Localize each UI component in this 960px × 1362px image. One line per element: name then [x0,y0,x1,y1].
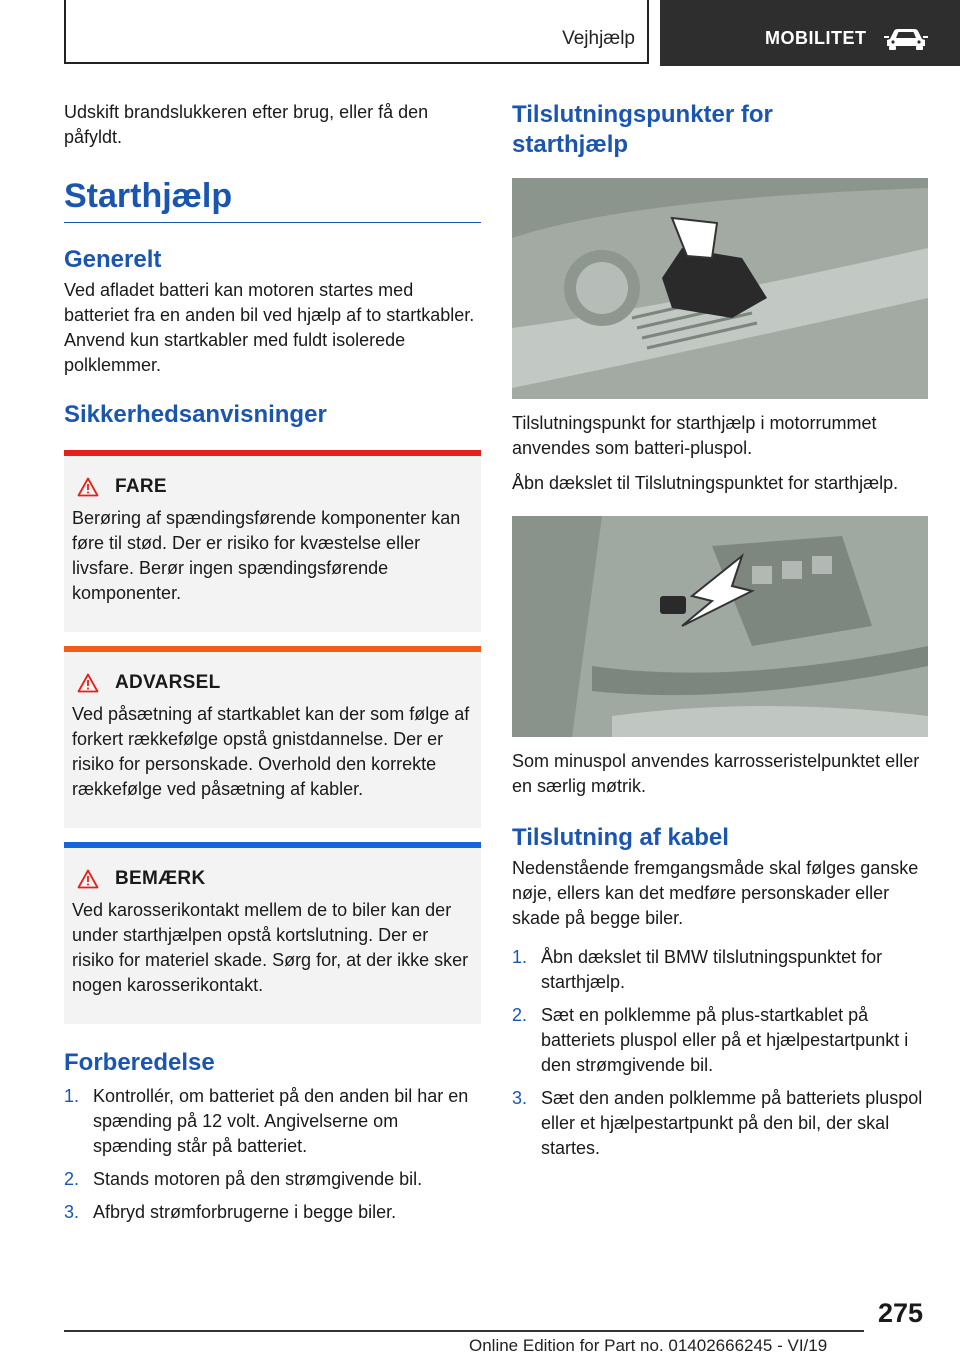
header-section-box [64,0,649,64]
engine-bay-photo-negative [512,516,928,737]
notice-title: BEMÆRK [115,868,206,889]
danger-text: Berøring af spændingsførende komponenter kan føre til stød. Der er risiko for kvæstelse eller livsfare. Berør ingen spændingsførende komponenter. [72,508,461,603]
list-item: 1. Kontrollér, om batteriet på den anden bil har en spænding på 12 volt. Angivelserne om spænding står på batteriet. [64,1086,469,1156]
notice-box [64,842,481,1024]
chapter-badge-label: MOBILITET [765,28,867,48]
danger-box [64,450,481,632]
prep-steps [64,1084,481,1225]
engine-bay-photo-positive [512,178,928,399]
cable-text: Nedenstående fremgangsmåde skal følges ganske nøje, ellers kan det medføre personskader eller skade på begge biler. [512,858,919,928]
warning-title: ADVARSEL [115,672,221,693]
warning-triangle-icon [77,673,99,693]
page-number: 275 [878,1298,924,1328]
chapter-badge [660,0,960,66]
right-column [512,100,928,1169]
edition-text: Online Edition for Part no. 01402666245 - VI/19 [469,1336,828,1355]
photo1-caption: Tilslutningspunkt for starthjælp i motorrummet anvendes som batteri-pluspol. [512,413,877,458]
photo1-instruction: Åbn dækslet til Tilslutningspunktet for starthjælp. [512,473,899,493]
list-item: 3. Afbryd strømforbrugerne i begge biler. [64,1202,397,1222]
cable-steps [512,945,928,1161]
warning-triangle-icon [77,869,99,889]
prep-heading: Forberedelse [64,1049,215,1076]
danger-title: FARE [115,476,167,497]
list-item: 3. Sæt den anden polklemme på batteriets pluspol eller et hjælpestartpunkt på den bil, der skal startes. [512,1088,923,1158]
left-column [64,100,481,1233]
car-icon [884,26,928,50]
notice-text: Ved karosserikontakt mellem de to biler kan der under starthjælpen opstå kortslutning. Der er risiko for materiel skade. Sørg for, at der ikke sker nogen karosserikontakt. [72,900,469,995]
main-heading: Starthjælp [64,176,481,223]
list-item: 2. Sæt en polklemme på plus-startkablet på batteriets pluspol eller på et hjælpestartpunkt i den strømgivende bil. [512,1005,909,1075]
footer-divider [64,1330,864,1332]
section-title: Vejhjælp [562,28,635,49]
cable-heading: Tilslutning af kabel [512,824,729,851]
list-item: 2. Stands motoren på den strømgivende bil. [64,1169,423,1189]
list-item: 1. Åbn dækslet til BMW tilslutningspunktet for starthjælp. [512,947,883,992]
general-text: Ved afladet batteri kan motoren startes med batteriet fra en anden bil ved hjælp af to startkabler. Anvend kun startkabler med fuldt isolerede polklemmer. [64,280,475,375]
warning-box [64,646,481,828]
warning-text: Ved påsætning af startkablet kan der som følge af forkert rækkefølge opstå gnistdannelse. Der er risiko for personskade. Overhold den korrekte rækkefølge ved påsætning af kabler. [72,704,470,799]
safety-heading: Sikkerhedsanvisninger [64,401,327,428]
connection-points-heading: Tilslutningspunkter for starthjælp [512,101,773,158]
intro-text: Udskift brandslukkeren efter brug, eller få den påfyldt. [64,102,429,147]
photo2-caption: Som minuspol anvendes karrosseristelpunktet eller en særlig møtrik. [512,751,920,796]
warning-triangle-icon [77,477,99,497]
general-heading: Generelt [64,246,162,273]
